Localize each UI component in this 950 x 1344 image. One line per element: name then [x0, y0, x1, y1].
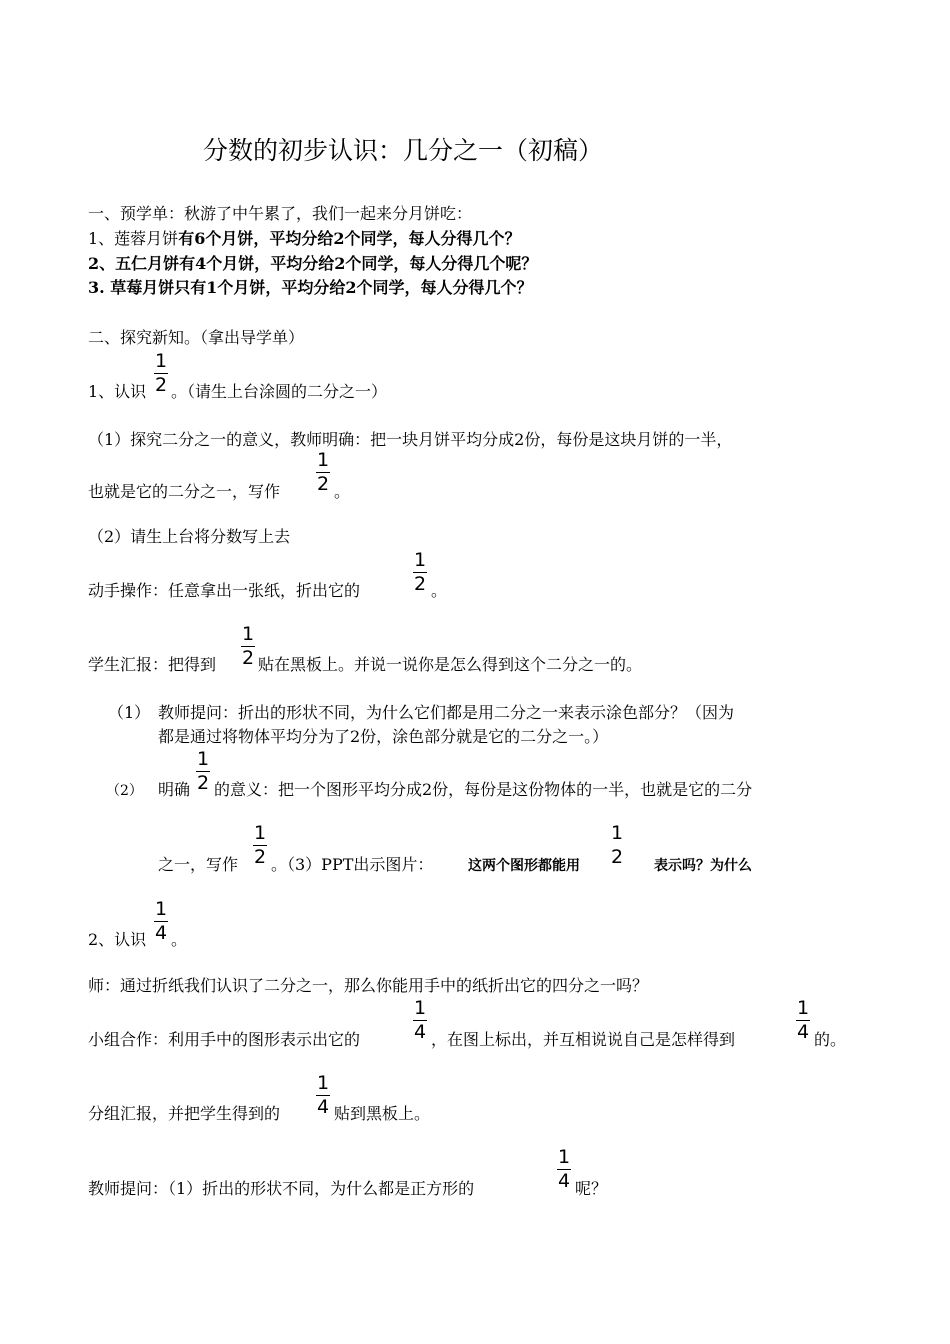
fraction-one-quarter: [153, 898, 169, 944]
teacher-question-square-a: 教师提问：（1）折出的形状不同，为什么都是正方形的: [88, 1179, 475, 1198]
list-item-1-line1: 教师提问：折出的形状不同，为什么它们都是用二分之一来表示涂色部分？（因为: [158, 703, 735, 722]
list-item-2-e: 这两个图形都能用: [468, 858, 580, 874]
list-item-2-d: 。（3）PPT出示图片：: [271, 855, 434, 874]
student-report-a: 学生汇报：把得到: [88, 655, 217, 674]
fraction-one-quarter: [795, 997, 811, 1043]
fraction-one-quarter: [556, 1146, 572, 1192]
question-1: [88, 229, 520, 249]
fraction-numerator: 1: [610, 822, 624, 844]
fraction-numerator: 1: [196, 748, 210, 770]
fraction-numerator: 1: [413, 997, 427, 1019]
fraction-denominator: 2: [253, 846, 267, 868]
fraction-denominator: 4: [796, 1021, 810, 1043]
fraction-numerator: 1: [253, 822, 267, 844]
question-2: 2、五仁月饼有4个月饼，平均分给2个同学，每人分得几个呢？: [88, 254, 538, 273]
group-report-a: 分组汇报，并把学生得到的: [88, 1104, 281, 1123]
fraction-denominator: 2: [154, 374, 168, 396]
teacher-question-quarter: 师：通过折纸我们认识了二分之一，那么你能用手中的纸折出它的四分之一吗？: [88, 976, 649, 995]
learn-quarter-b: 。: [171, 930, 188, 949]
fraction-denominator: 2: [196, 772, 210, 794]
group-work-b: ，在图上标出，并互相说说自己是怎样得到: [431, 1030, 736, 1049]
hands-on-a: 动手操作：任意拿出一张纸，折出它的: [88, 581, 361, 600]
list-item-2-number: （2）: [106, 783, 143, 799]
paragraph-explore-half: （1）探究二分之一的意义，教师明确：把一块月饼平均分成2份，每份是这块月饼的一半，: [88, 430, 733, 449]
fraction-numerator: 1: [241, 623, 255, 645]
group-work-c: 的。: [814, 1030, 847, 1049]
list-item-2-a: 明确: [158, 780, 191, 799]
fraction-one-half: [153, 350, 169, 396]
list-item-1-line2: 都是通过将物体平均分为了2份，涂色部分就是它的二分之一。）: [158, 727, 609, 746]
fraction-numerator: 1: [557, 1146, 571, 1168]
list-item-1-number: （1）: [108, 703, 151, 722]
fraction-one-half: [252, 822, 268, 868]
group-work-a: 小组合作：利用手中的图形表示出它的: [88, 1030, 361, 1049]
learn-quarter-a: 2、认识: [88, 930, 147, 949]
hands-on-b: 。: [431, 581, 448, 600]
list-item-2-b: 的意义：把一个图形平均分成2份，每份是这份物体的一半，也就是它的二分: [214, 780, 753, 799]
fraction-denominator: 2: [610, 846, 624, 868]
fraction-one-quarter: [412, 997, 428, 1043]
fraction-denominator: 4: [154, 922, 168, 944]
fraction-one-half: [412, 549, 428, 595]
question-3: 3. 草莓月饼只有1个月饼，平均分给2个同学，每人分得几个？: [88, 278, 533, 297]
fraction-one-half: [609, 822, 625, 868]
fraction-denominator: 2: [316, 473, 330, 495]
paragraph-write-on-board: （2）请生上台将分数写上去: [88, 527, 291, 546]
student-report-b: 贴在黑板上。并说一说你是怎么得到这个二分之一的。: [258, 655, 643, 674]
fraction-one-half: [240, 623, 256, 669]
fraction-numerator: 1: [154, 898, 168, 920]
fraction-one-half: [315, 449, 331, 495]
document-title: 分数的初步认识：几分之一（初稿）: [203, 136, 604, 165]
section2-heading: 二、探究新知。（拿出导学单）: [88, 328, 305, 347]
question-1-prefix: 1、莲蓉月饼: [88, 229, 179, 248]
fraction-numerator: 1: [413, 549, 427, 571]
learn-half-a: 1、认识: [88, 382, 147, 401]
fraction-one-quarter: [315, 1072, 331, 1118]
fraction-numerator: 1: [316, 449, 330, 471]
question-1-text: 有6个月饼，平均分给2个同学，每人分得几个？: [178, 229, 521, 248]
fraction-denominator: 4: [557, 1170, 571, 1192]
fraction-numerator: 1: [316, 1072, 330, 1094]
learn-half-b: 。（请生上台涂圆的二分之一）: [171, 382, 388, 401]
paragraph-write-a: 也就是它的二分之一，写作: [88, 482, 281, 501]
group-report-b: 贴到黑板上。: [334, 1104, 431, 1123]
fraction-numerator: 1: [154, 350, 168, 372]
fraction-denominator: 2: [413, 573, 427, 595]
fraction-denominator: 2: [241, 647, 255, 669]
fraction-denominator: 4: [316, 1096, 330, 1118]
paragraph-write-b: 。: [334, 482, 351, 501]
list-item-2-c: 之一，写作: [158, 855, 239, 874]
fraction-denominator: 4: [413, 1021, 427, 1043]
section1-heading: 一、预学单：秋游了中午累了，我们一起来分月饼吃：: [88, 204, 473, 223]
fraction-one-half: [195, 748, 211, 794]
teacher-question-square-b: 呢？: [575, 1179, 608, 1198]
list-item-2-f: 表示吗？为什么: [654, 858, 752, 874]
fraction-numerator: 1: [796, 997, 810, 1019]
